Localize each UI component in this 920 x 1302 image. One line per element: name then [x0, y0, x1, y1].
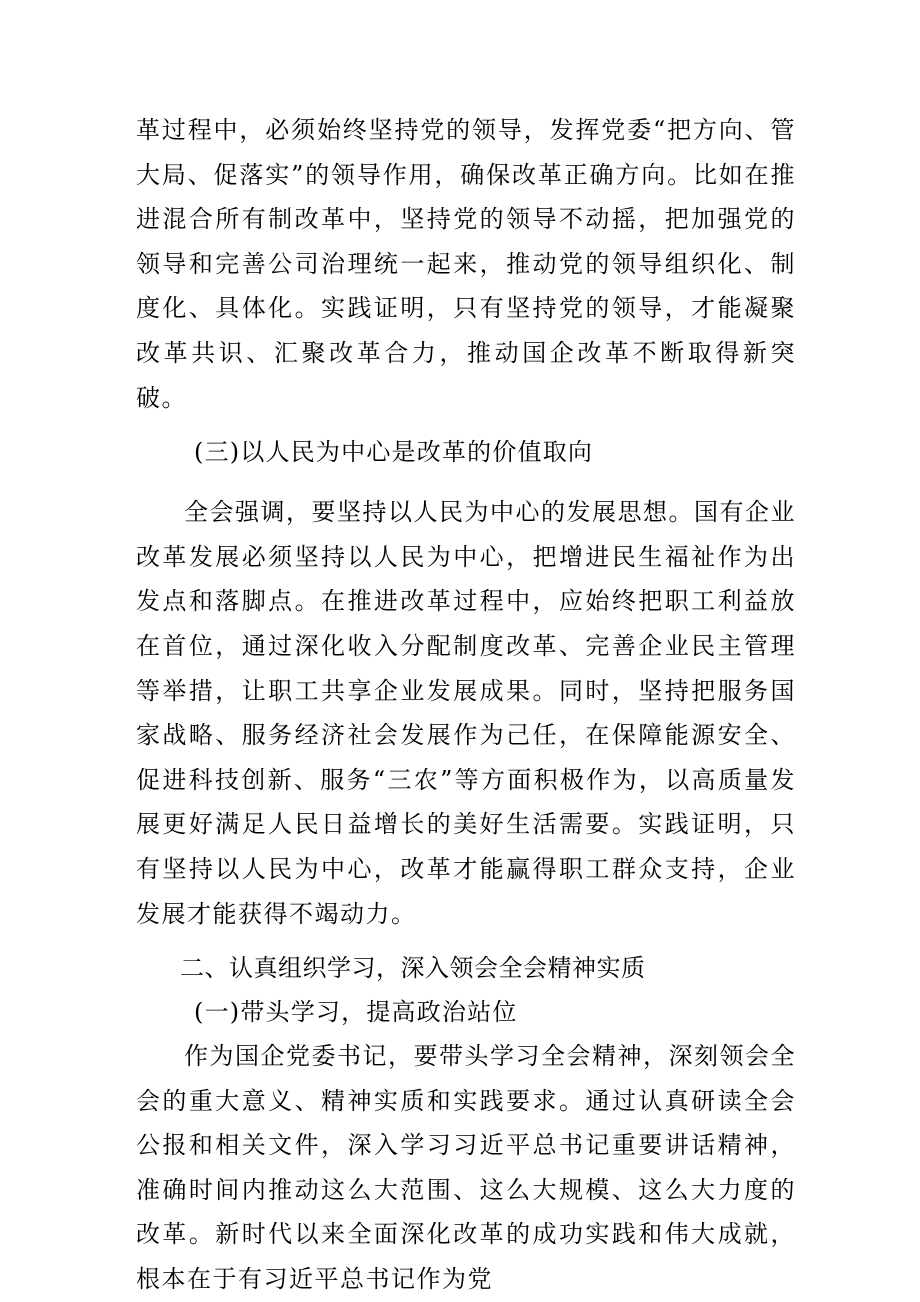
section-heading-study: 二、认真组织学习，深入领会全会精神实质	[180, 954, 646, 983]
spacer	[136, 474, 796, 490]
subheading-people-centered: (三)以人民为中心是改革的价值取向	[194, 438, 594, 467]
paragraph-lead-study: 作为国企党委书记，要带头学习全会精神，深刻领会全会的重大意义、精神实质和实践要求。通过认真研读全会公报和相关文件，深入学习习近平总书记重要讲话精神，准确时间内推动这么大范围、这么大规模、这么大力度的改革。新时代以来全面深化改革的成功实践和伟大成就，根本在于有习近平总书记作为党	[136, 1042, 796, 1294]
paragraph-party-leadership: 革过程中，必须始终坚持党的领导，发挥党委“把方向、管大局、促落实”的领导作用，确保改革正确方向。比如在推进混合所有制改革中，坚持党的领导不动摇，把加强党的领导和完善公司治理统一起来，推动党的领导组织化、制度化、具体化。实践证明，只有坚持党的领导，才能凝聚改革共识、汇聚改革合力，推动国企改革不断取得新突破。	[136, 116, 796, 412]
spacer	[136, 420, 796, 430]
document-body	[136, 108, 796, 1302]
paragraph-people-centered: 全会强调，要坚持以人民为中心的发展思想。国有企业改革发展必须坚持以人民为中心，把增进民生福祉作为出发点和落脚点。在推进改革过程中，应始终把职工利益放在首位，通过深化收入分配制度改革、完善企业民主管理等举措，让职工共享企业发展成果。同时，坚持把服务国家战略、服务经济社会发展作为己任，在保障能源安全、促进科技创新、服务“三农”等方面积极作为，以高质量发展更好满足人民日益增长的美好生活需要。实践证明，只有坚持以人民为中心，改革才能赢得职工群众支持，企业发展才能获得不竭动力。	[136, 498, 796, 928]
spacer	[136, 936, 796, 946]
subheading-lead-study: (一)带头学习，提高政治站位	[194, 998, 518, 1027]
